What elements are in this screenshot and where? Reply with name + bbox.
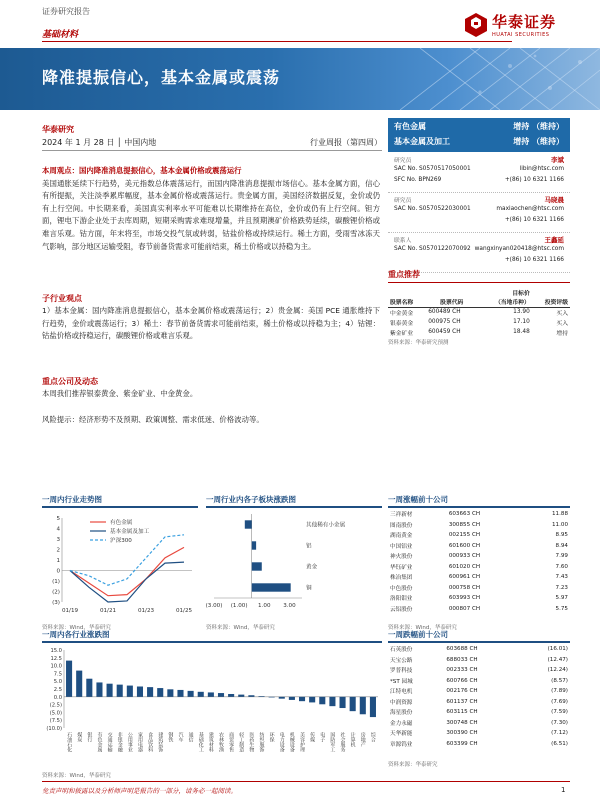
company-code: 002333 CH [446, 667, 478, 674]
banner-decoration [360, 48, 600, 110]
x-tick-label: 1.00 [258, 603, 271, 609]
analyst-card [388, 233, 570, 273]
category-label: 黄金 [306, 564, 318, 571]
category-label: 铜 [306, 585, 312, 592]
panel-rule [206, 506, 382, 508]
y-tick-label: 15.0 [50, 648, 62, 654]
analyst-name: 马晓晨 [544, 196, 564, 204]
table-row [388, 697, 570, 708]
losers-source: 资料来源：华泰研究 [388, 762, 438, 768]
category-label: 家用电器 [136, 732, 143, 752]
column-bar [340, 697, 346, 708]
page-number: 1 [561, 786, 566, 794]
column-bar [177, 690, 183, 697]
analyst-name: 王鑫延 [544, 236, 564, 244]
recommend-table [388, 287, 570, 337]
bar [252, 583, 291, 591]
table-row [388, 655, 570, 666]
rating-industry: 基本金属及加工 [394, 137, 450, 146]
analyst-name: 李斌 [551, 156, 564, 164]
y-tick-label: 12.5 [50, 655, 62, 662]
category-label: 其他稀有小金属 [306, 522, 346, 529]
x-tick-label: 01/23 [137, 608, 155, 614]
stock-rating: 增持 [556, 330, 568, 337]
column-bar [319, 697, 325, 704]
col-chart-source: 资料来源：Wind，华泰研究 [42, 773, 111, 779]
losers-heading: 一周跌幅前十公司 [388, 630, 448, 639]
dateline-rule [42, 150, 382, 151]
category-label: 国防军工 [329, 732, 336, 752]
weekly-change: (16.01) [547, 646, 568, 653]
stock-name: 紫金矿业 [390, 330, 414, 337]
company-code: 000758 CH [448, 584, 481, 591]
column-bar [188, 691, 194, 697]
y-tick-label: 4 [56, 526, 60, 533]
weekly-change: 7.99 [555, 553, 568, 560]
column-bar [238, 695, 244, 697]
x-tick-label: 01/19 [61, 608, 79, 614]
category-label: 钢铁 [167, 732, 174, 742]
logo-mark-icon [464, 12, 488, 38]
company-name: *ST 园城 [390, 678, 413, 685]
company-logo [464, 8, 584, 44]
report-date: 2024 年 1 月 28 日 │ 中国内地 [42, 138, 157, 147]
analyst-card [388, 193, 570, 233]
company-code: 603993 CH [448, 595, 481, 602]
industry-column-chart [42, 644, 382, 770]
header-rule [42, 41, 512, 42]
column-bar [137, 687, 143, 697]
column-bar [360, 697, 366, 714]
category-label: 环保 [268, 732, 275, 742]
column-bar [117, 685, 123, 697]
y-tick-label: 7.5 [53, 671, 62, 678]
weekly-change: 7.60 [555, 563, 568, 570]
company-code: 600766 CH [446, 677, 478, 684]
category-label: 商贸零售 [228, 732, 235, 752]
table-row [388, 739, 570, 750]
category-label: 电子 [319, 732, 326, 742]
stock-name: 银泰黄金 [390, 320, 414, 327]
y-tick-label: 1 [56, 558, 60, 564]
weekly-change: 8.95 [555, 532, 568, 539]
y-tick-label: (2.5) [49, 702, 62, 709]
company-name: 江特电机 [390, 689, 413, 696]
column-bar [350, 697, 356, 711]
table-row [388, 509, 570, 520]
analyst-card [388, 153, 570, 193]
company-name: 株冶集团 [390, 575, 413, 582]
stock-code: 600459 CH [428, 329, 461, 335]
category-label: 传媒 [309, 732, 316, 742]
company-code: 000933 CH [448, 553, 481, 560]
recommend-source: 资料来源：华泰研究预测 [388, 340, 449, 346]
company-name: 洛阳钼业 [390, 596, 413, 603]
category-label: 房地产 [359, 732, 366, 747]
company-code: 002155 CH [448, 532, 481, 539]
weekly-change: (7.12) [551, 730, 568, 737]
category-label: 电力设备 [278, 732, 285, 752]
column-header: （当地币种） [494, 300, 530, 307]
y-tick-label: 2.5 [53, 687, 62, 693]
weekly-change: (7.89) [551, 688, 568, 695]
weekly-change: (12.24) [547, 667, 568, 674]
bar [245, 520, 252, 528]
table-row [388, 686, 570, 697]
y-tick-label: (7.5) [49, 718, 62, 725]
table-row [388, 593, 570, 604]
company-code: 603688 CH [446, 646, 478, 653]
analyst-cert: SAC No. S0570122070092 [394, 246, 471, 252]
weekly-change: 5.97 [555, 595, 568, 602]
table-row [388, 541, 570, 552]
table-row [388, 583, 570, 594]
table-row [388, 530, 570, 541]
gainers-heading: 一周涨幅前十公司 [388, 495, 448, 504]
column-bar [309, 697, 315, 703]
panel-rule [42, 641, 382, 643]
company-code: 300390 CH [446, 730, 478, 737]
category-label: 煤炭 [76, 732, 83, 742]
subindustry-paragraph: 1）基本金属：国内降准消息提振信心，基本金属价格或震荡运行；2）贵金属：美国 PCE 通胀维持下行趋势，金价或震荡运行；3）稀土：春节前备货需求可能前结束，稀土价格或以持稳为主；4）钴锂：钴盐价格或持稳运行，碳酸锂价格或难言乐观。 [42, 306, 380, 341]
table-row [388, 728, 570, 739]
analyst-cert: SAC No. S0570522030001 [394, 206, 471, 212]
category-label: 通信 [187, 732, 194, 742]
analyst-cert: SAC No. S0570517050001 [394, 166, 471, 172]
table-row [388, 551, 570, 562]
y-tick-label: (1) [52, 579, 60, 585]
footer-rule [42, 781, 570, 782]
report-type-label: 证券研究报告 [42, 7, 90, 16]
column-bar [107, 684, 113, 697]
company-code: 300748 CH [446, 719, 478, 726]
company-name: 湖南黄金 [390, 533, 413, 540]
research-label: 华泰研究 [42, 125, 74, 134]
companies-paragraph: 本周我们推荐银泰黄金、紫金矿业、中金黄金。 [42, 389, 198, 398]
column-bar [329, 697, 335, 706]
line-chart-heading: 一周内行业走势图 [42, 495, 102, 504]
analyst-email[interactable]: libin@htsc.com [519, 166, 564, 172]
table-row [388, 562, 570, 573]
company-name: 天宝公路 [390, 657, 413, 664]
stock-rating: 买入 [556, 310, 568, 317]
rating-value: 增持 （维持） [513, 122, 564, 131]
weekly-change: (7.59) [551, 709, 568, 716]
legend-label: 基本金属及加工 [110, 529, 150, 535]
subindustry-heading: 子行业观点 [42, 294, 82, 303]
losers-table [388, 644, 570, 749]
company-name: 金力永磁 [390, 720, 413, 727]
column-bar [269, 697, 275, 698]
company-code: 300855 CH [448, 521, 481, 528]
company-name: 中润资源 [390, 699, 413, 706]
rating-row [394, 121, 564, 135]
rating-row [394, 136, 564, 150]
column-bar [279, 697, 285, 699]
category-label: 社会服务 [339, 732, 346, 752]
x-tick-label: (3.00) [206, 603, 223, 609]
column-bar [147, 687, 153, 697]
company-name: 天华新能 [390, 731, 413, 738]
line-chart [42, 510, 202, 622]
recommend-rule [388, 282, 570, 283]
bar-chart-source: 资料来源：Wind，华泰研究 [206, 625, 275, 631]
summary-paragraph [42, 165, 380, 253]
title-banner [0, 48, 600, 110]
column-bar [167, 689, 173, 696]
weekly-change: (6.51) [551, 740, 568, 747]
column-bar [66, 661, 72, 697]
legend-label: 沪深300 [110, 538, 132, 544]
weekly-change: 11.00 [551, 521, 568, 528]
analyst-cert: SFC No. BPN269 [394, 177, 442, 183]
table-row [388, 317, 570, 327]
rating-industry: 有色金属 [394, 122, 426, 131]
x-tick-label: 3.00 [283, 603, 296, 609]
analyst-role: 研究员 [394, 198, 412, 204]
column-header: 股票代码 [440, 300, 464, 307]
column-bar [370, 697, 376, 717]
column-bar [157, 688, 163, 697]
table-row [388, 572, 570, 583]
weekly-change: (7.30) [551, 719, 568, 726]
page-title: 降准提振信心，基本金属或震荡 [42, 68, 281, 87]
rating-value: 增持 （维持） [513, 137, 564, 146]
logo-subtext: HUATAI SECURITIES [492, 32, 550, 38]
column-header: 股票名称 [390, 300, 414, 307]
y-tick-label: 2 [56, 547, 60, 554]
table-row [388, 644, 570, 655]
recommend-heading: 重点推荐 [388, 270, 420, 279]
company-name: 海星股份 [390, 710, 413, 717]
summary-body: 美国通胀延续下行趋势，美元指数总体震荡运行，而国内降准消息提振市场信心。基本金属方面，信心有所提振，关注淡季累库幅度，基本金属价格或震荡运行。贵金属方面，美国经济数据反复，金价或仍有上行空间。中长期来看，美国真实利率水平可能难以长期维持在高位，金价或仍有上行空间。钽方面，锂电下游企业处于去库周期，短期采购需求难现增量，并且预期澳矿价格跌势延续，碳酸锂价格或难言乐观。钴方面，年末将至，市场交投气氛或转弱，钴盐价格或持续运行。稀土方面，受雨雪冰冻天气影响，部分地区运输受阻，春节前备货需求可能前结束，稀土价格或以持稳为主。 [42, 178, 380, 251]
analyst-email[interactable]: maxiaochen@htsc.com [496, 206, 564, 212]
column-bar [248, 695, 254, 697]
target-price: 17.10 [513, 319, 530, 325]
category-label: 食品饮料 [147, 732, 154, 752]
company-code: 601137 CH [446, 698, 478, 705]
footer-disclaimer[interactable]: 免责声明和披露以及分析师声明是报告的一部分，请务必一起阅读。 [42, 787, 237, 795]
column-bar [76, 671, 82, 697]
target-price: 13.90 [513, 309, 530, 316]
risk-paragraph: 风险提示：经济形势不及预期、政策调整、需求低迷、价格波动等。 [42, 415, 264, 424]
panel-rule [42, 506, 198, 508]
weekly-change: 8.94 [555, 542, 568, 549]
gainers-table [388, 509, 570, 614]
stock-rating: 买入 [556, 320, 568, 327]
category-label: 建筑装饰 [157, 732, 164, 752]
company-name: 中色股份 [390, 585, 413, 592]
analyst-email[interactable]: wangxinyan020418@htsc.com [474, 246, 564, 252]
gainers-source: 资料来源：Wind，华泰研究 [388, 625, 457, 631]
col-chart-heading: 一周内各行业涨跌图 [42, 630, 110, 639]
weekly-change: 7.23 [555, 584, 568, 591]
category-label: 汽车 [177, 732, 184, 742]
stock-code: 600489 CH [428, 309, 461, 316]
column-bar [86, 679, 92, 697]
y-tick-label: 10.0 [50, 663, 62, 670]
category-label: 有色金属 [96, 732, 103, 752]
subsector-bar-chart [206, 510, 382, 622]
panel-rule [388, 506, 570, 508]
rating-box [388, 118, 570, 152]
column-header: 投资评级 [544, 300, 568, 307]
y-tick-label: (2) [52, 589, 60, 596]
column-bar [289, 697, 295, 700]
table-row [388, 604, 570, 615]
sector-label: 基础材料 [42, 30, 79, 40]
weekly-change: 7.43 [555, 574, 568, 581]
category-label: 农林牧渔 [218, 732, 224, 752]
company-name: 石英股份 [390, 647, 413, 654]
logo-text: 华泰证券 [492, 13, 557, 31]
company-code: 603115 CH [446, 709, 478, 716]
stock-name: 中金黄金 [390, 310, 414, 317]
x-tick-label: 01/25 [175, 608, 193, 614]
stock-code: 000975 CH [428, 319, 461, 325]
legend-label: 有色金属 [110, 520, 133, 526]
analyst-role: 研究员 [394, 158, 412, 164]
analyst-phone: +(86) 10 6321 1166 [504, 217, 564, 223]
category-label: 基础化工 [197, 732, 204, 752]
table-row [388, 287, 570, 297]
company-code: 601600 CH [448, 542, 481, 549]
y-tick-label: 3 [56, 537, 60, 543]
company-code: 603399 CH [446, 740, 478, 747]
x-tick-label: 01/21 [99, 608, 117, 614]
summary-lead: 本周观点：国内降准消息提振信心，基本金属价格或震荡运行 [42, 166, 242, 175]
weekly-change: (8.57) [551, 677, 568, 684]
x-tick-label: (1.00) [230, 603, 248, 609]
company-name: 华钰矿业 [390, 564, 413, 571]
company-name: 三祥新材 [390, 512, 413, 519]
bar [252, 562, 262, 570]
y-tick-label: 0 [56, 568, 60, 575]
table-row [388, 665, 570, 676]
company-name: 神火股份 [390, 554, 413, 561]
column-bar [127, 686, 133, 697]
company-name: 图南股份 [390, 522, 413, 529]
category-label: 综合 [369, 732, 376, 742]
category-label: 银行 [86, 732, 93, 742]
company-name: 中国铝业 [390, 543, 413, 550]
company-name: 章源钨业 [390, 741, 413, 748]
category-label: 公用事业 [126, 732, 133, 752]
series-line [70, 547, 184, 595]
weekly-change: (7.69) [551, 698, 568, 705]
company-code: 600961 CH [448, 574, 481, 581]
analyst-phone: +(86) 10 6321 1166 [504, 177, 564, 183]
column-bar [96, 682, 102, 696]
y-tick-label: (5.0) [49, 710, 62, 717]
column-bar [208, 692, 214, 696]
category-label: 美容护理 [299, 732, 306, 752]
bar [252, 541, 256, 549]
y-tick-label: 0.0 [53, 694, 62, 701]
category-label: 机械设备 [288, 732, 295, 752]
company-code: 000807 CH [448, 605, 481, 612]
category-label: 交通运输 [106, 732, 113, 752]
column-bar [299, 697, 305, 701]
weekly-change: 5.75 [555, 605, 568, 612]
weekly-change: (12.47) [547, 656, 568, 663]
line-chart-source: 资料来源：Wind，华泰研究 [42, 625, 111, 631]
bar-chart-heading: 一周行业内各子板块涨跌图 [206, 495, 296, 504]
category-label: 非银金融 [116, 732, 123, 752]
company-code: 688033 CH [446, 656, 478, 663]
column-header: 目标价 [512, 290, 530, 297]
panel-rule [388, 641, 570, 643]
company-name: 罗普科技 [390, 668, 413, 675]
target-price: 18.48 [513, 329, 530, 335]
column-bar [258, 696, 264, 697]
table-row [388, 718, 570, 729]
company-code: 002176 CH [446, 688, 478, 695]
y-tick-label: 5.0 [53, 679, 62, 686]
category-label: 铝 [306, 543, 312, 550]
table-row [388, 707, 570, 718]
weekly-change: 11.88 [551, 511, 568, 518]
category-label: 纺织服饰 [258, 732, 265, 752]
analyst-role: 联系人 [394, 238, 412, 244]
category-label: 计算机 [349, 732, 356, 747]
category-label: 轻工制造 [238, 732, 245, 752]
table-row [388, 676, 570, 687]
table-header-row [388, 297, 570, 307]
column-bar [228, 694, 234, 697]
category-label: 石油石化 [66, 732, 73, 752]
analyst-list [388, 153, 570, 273]
company-name: 云铝股份 [390, 606, 413, 613]
analyst-phone: +(86) 10 6321 1166 [504, 257, 564, 263]
table-row [388, 307, 570, 317]
y-tick-label: (10.0) [46, 726, 62, 732]
column-bar [218, 693, 224, 697]
category-label: 建筑材料 [207, 732, 214, 752]
table-row [388, 327, 570, 337]
company-code: 601020 CH [448, 563, 481, 570]
report-kind: 行业周报（第四周） [310, 138, 382, 147]
y-tick-label: (3) [52, 600, 60, 606]
companies-heading: 重点公司及动态 [42, 377, 98, 386]
column-bar [198, 692, 204, 697]
y-tick-label: 5 [56, 516, 60, 522]
table-row [388, 520, 570, 531]
company-code: 603663 CH [448, 511, 481, 518]
category-label: 医药生物 [248, 732, 255, 752]
